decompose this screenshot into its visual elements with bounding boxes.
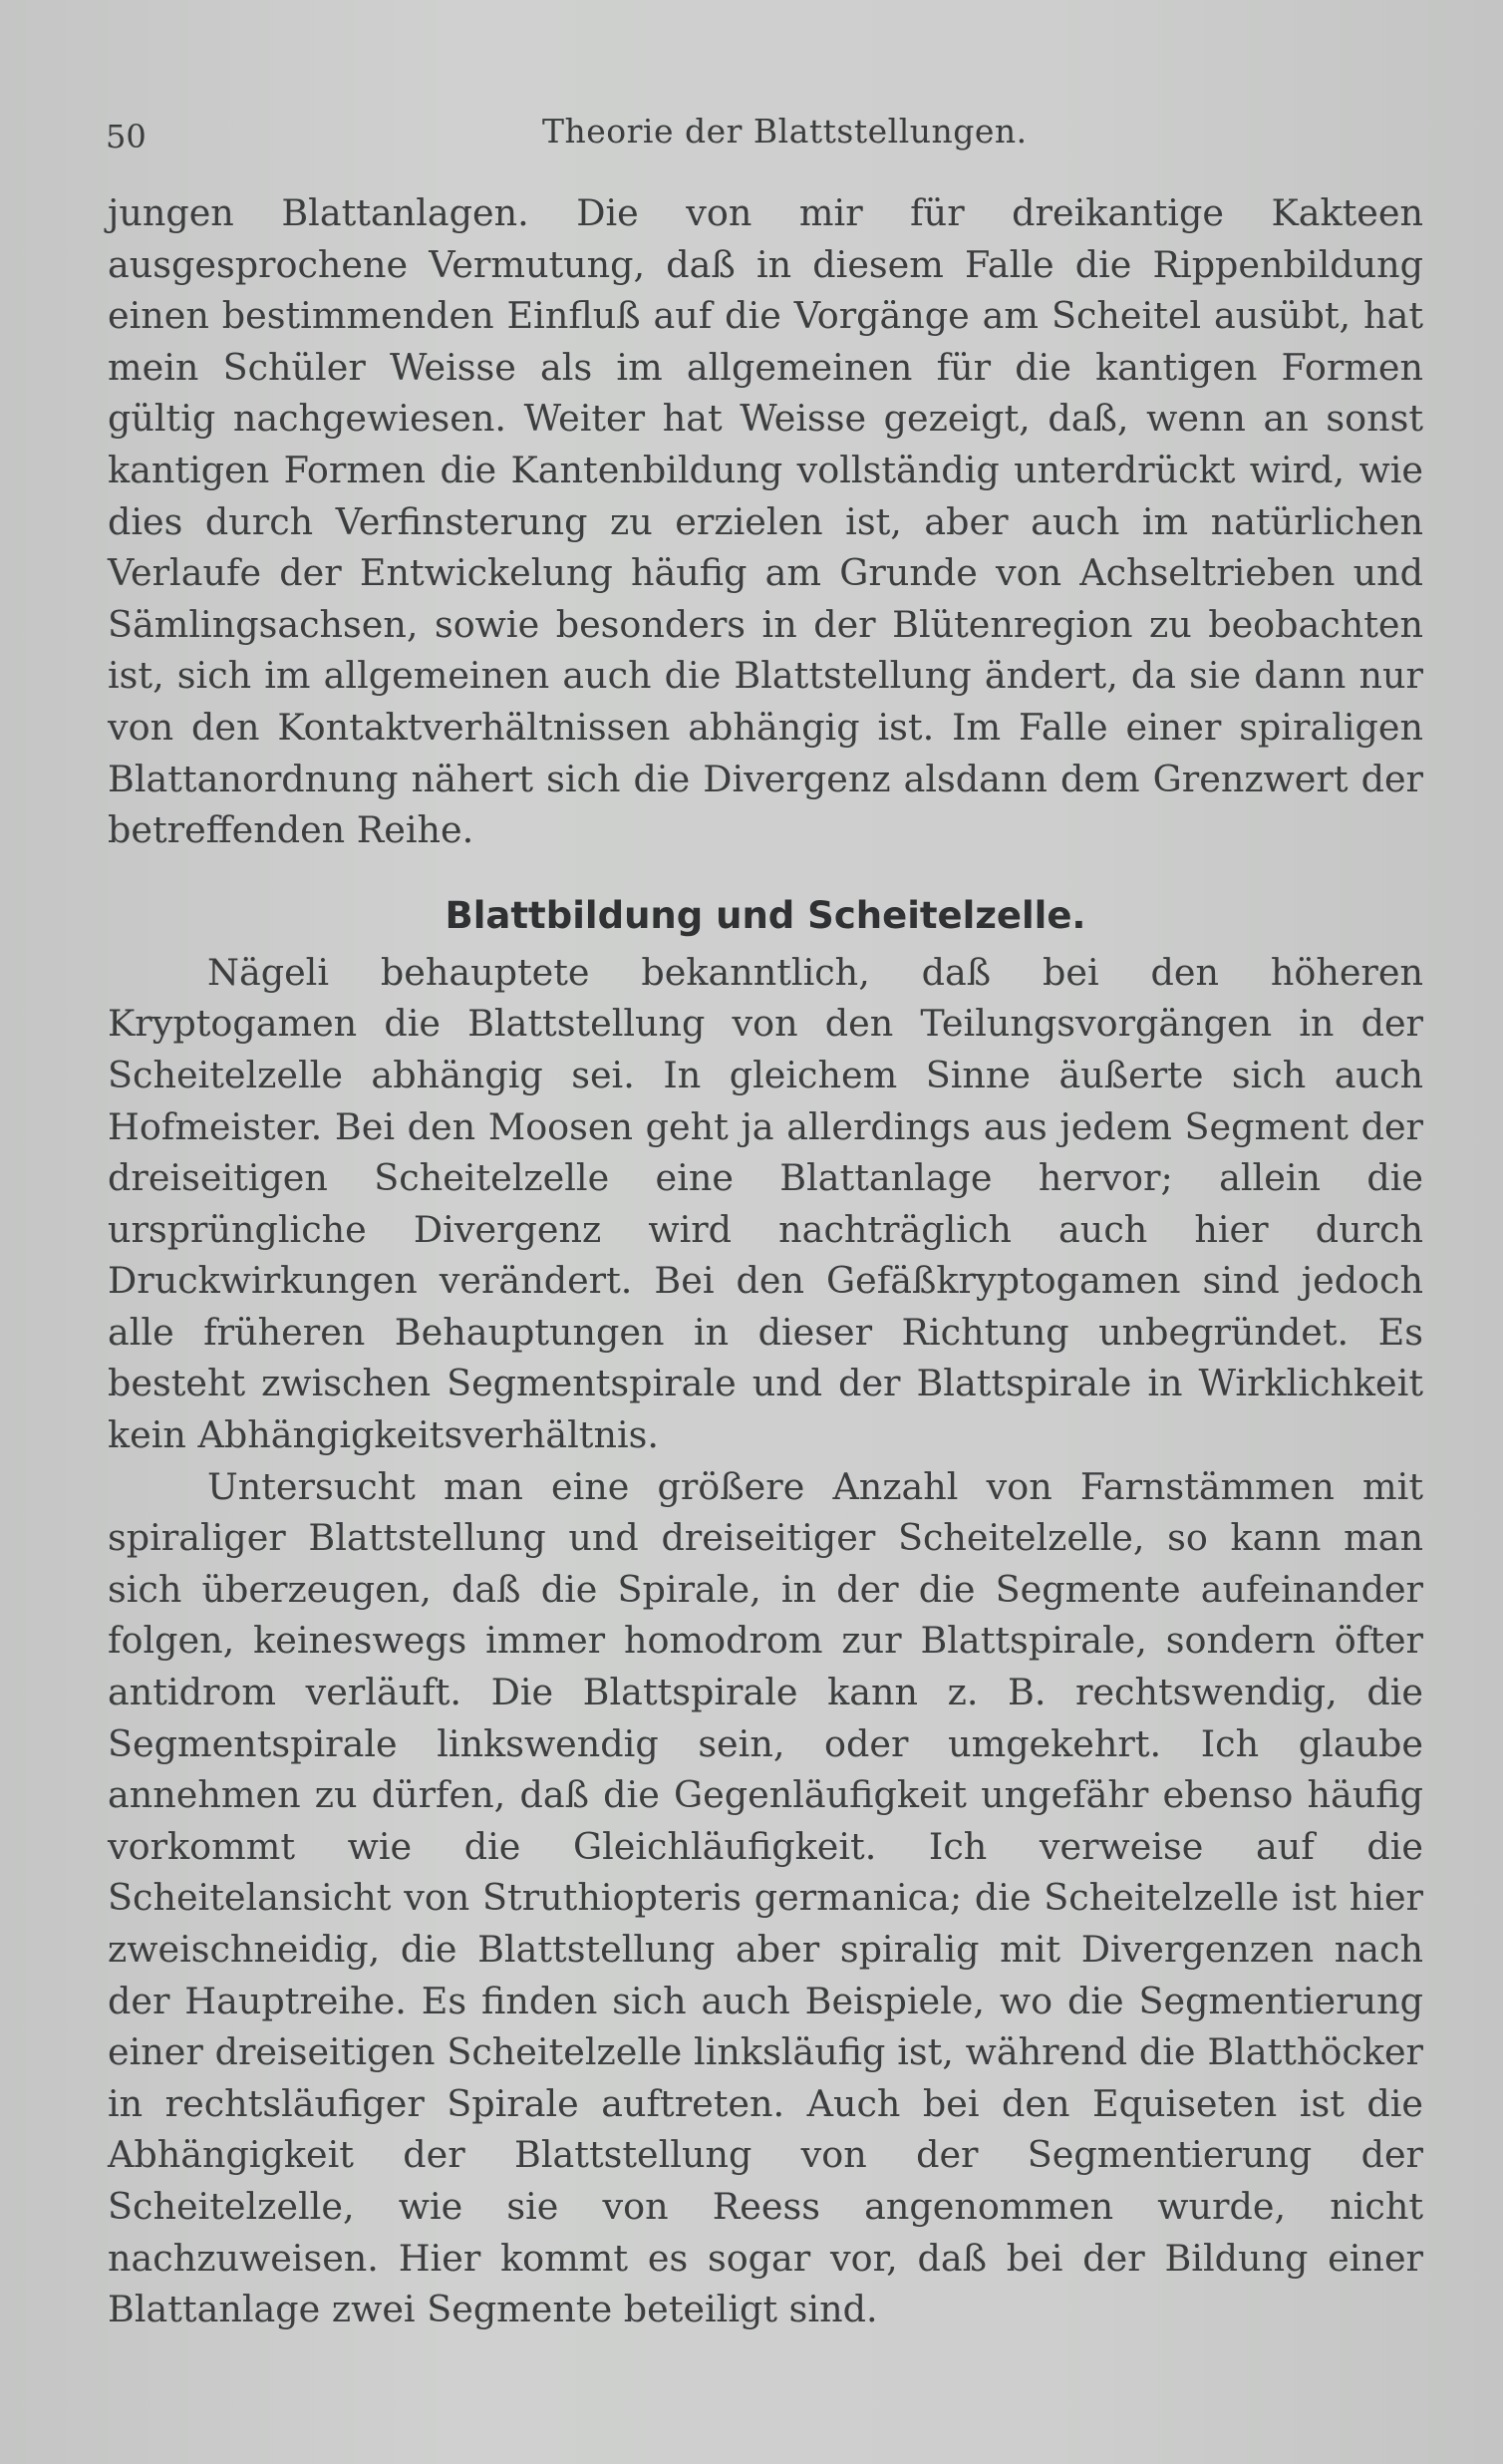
body-text — [108, 187, 1423, 2335]
paragraph-continuation: jungen Blattanlagen. Die von mir für dreikantige Kakteen ausgesprochene Vermutung, daß in diesem Falle die Rippenbildung einen bestimmenden Einfluß auf die Vorgänge am Scheitel ausübt, hat mein Schüler Weisse als im allgemeinen für die kantigen Formen gültig nachgewiesen. Weiter hat Weisse gezeigt, daß, wenn an sonst kantigen Formen die Kantenbildung vollständig unterdrückt wird, wie dies durch Verfinsterung zu erzielen ist, aber auch im natürlichen Verlaufe der Entwickelung häufig am Grunde von Achseltrieben und Sämlingsachsen, sowie besonders in der Blütenregion zu beobachten ist, sich im allgemeinen auch die Blattstellung ändert, da sie dann nur von den Kontaktverhältnissen abhängig ist. Im Falle einer spiraligen Blattanordnung nähert sich die Divergenz alsdann dem Grenzwert der betreffenden Reihe. — [108, 191, 1423, 852]
section-heading: Blattbildung und Scheitelzelle. — [445, 893, 1086, 937]
page-number: 50 — [106, 118, 147, 155]
paragraph-farnstaemme: Untersucht man eine größere Anzahl von Farnstämmen mit spiraliger Blattstellung und dreiseitiger Scheitelzelle, so kann man sich überzeugen, daß die Spirale, in der die Segmente aufeinander folgen, keineswegs immer homodrom zur Blattspirale, sondern öfter antidrom verläuft. Die Blattspirale kann z. B. rechtswendig, die Segmentspirale linkswendig sein, oder umgekehrt. Ich glaube annehmen zu dürfen, daß die Gegenläufigkeit ungefähr ebenso häufig vorkommt wie die Gleichläufigkeit. Ich verweise auf die Scheitelansicht von Struthiopteris germanica; die Scheitelzelle ist hier zweischneidig, die Blattstellung aber spiralig mit Divergenzen nach der Hauptreihe. Es finden sich auch Beispiele, wo die Segmentierung einer dreiseitigen Scheitelzelle linksläufig ist, während die Blatthöcker in rechtsläufiger Spirale auftreten. Auch bei den Equiseten ist die Abhängigkeit der Blattstellung von der Segmentierung der Scheitelzelle, wie sie von Reess angenommen wurde, nicht nachzuweisen. Hier kommt es sogar vor, daß bei der Bildung einer Blattanlage zwei Segmente beteiligt sind. — [108, 1464, 1423, 2331]
running-title: Theorie der Blattstellungen. — [542, 112, 1028, 151]
paragraph-naegeli: Nägeli behauptete bekanntlich, daß bei den höheren Kryptogamen die Blattstellung von den Teilungsvorgängen in der Scheitelzelle abhängig sei. In gleichem Sinne äußerte sich auch Hofmeister. Bei den Moosen geht ja allerdings aus jedem Segment der dreiseitigen Scheitelzelle eine Blattanlage hervor; allein die ursprüngliche Divergenz wird nachträglich auch hier durch Druckwirkungen verändert. Bei den Gefäßkryptogamen sind jedoch alle früheren Behauptungen in dieser Richtung unbegründet. Es besteht zwischen Segmentspirale und der Blattspirale in Wirklichkeit kein Abhängigkeitsverhältnis. — [108, 950, 1423, 1457]
page-header — [106, 110, 1421, 159]
